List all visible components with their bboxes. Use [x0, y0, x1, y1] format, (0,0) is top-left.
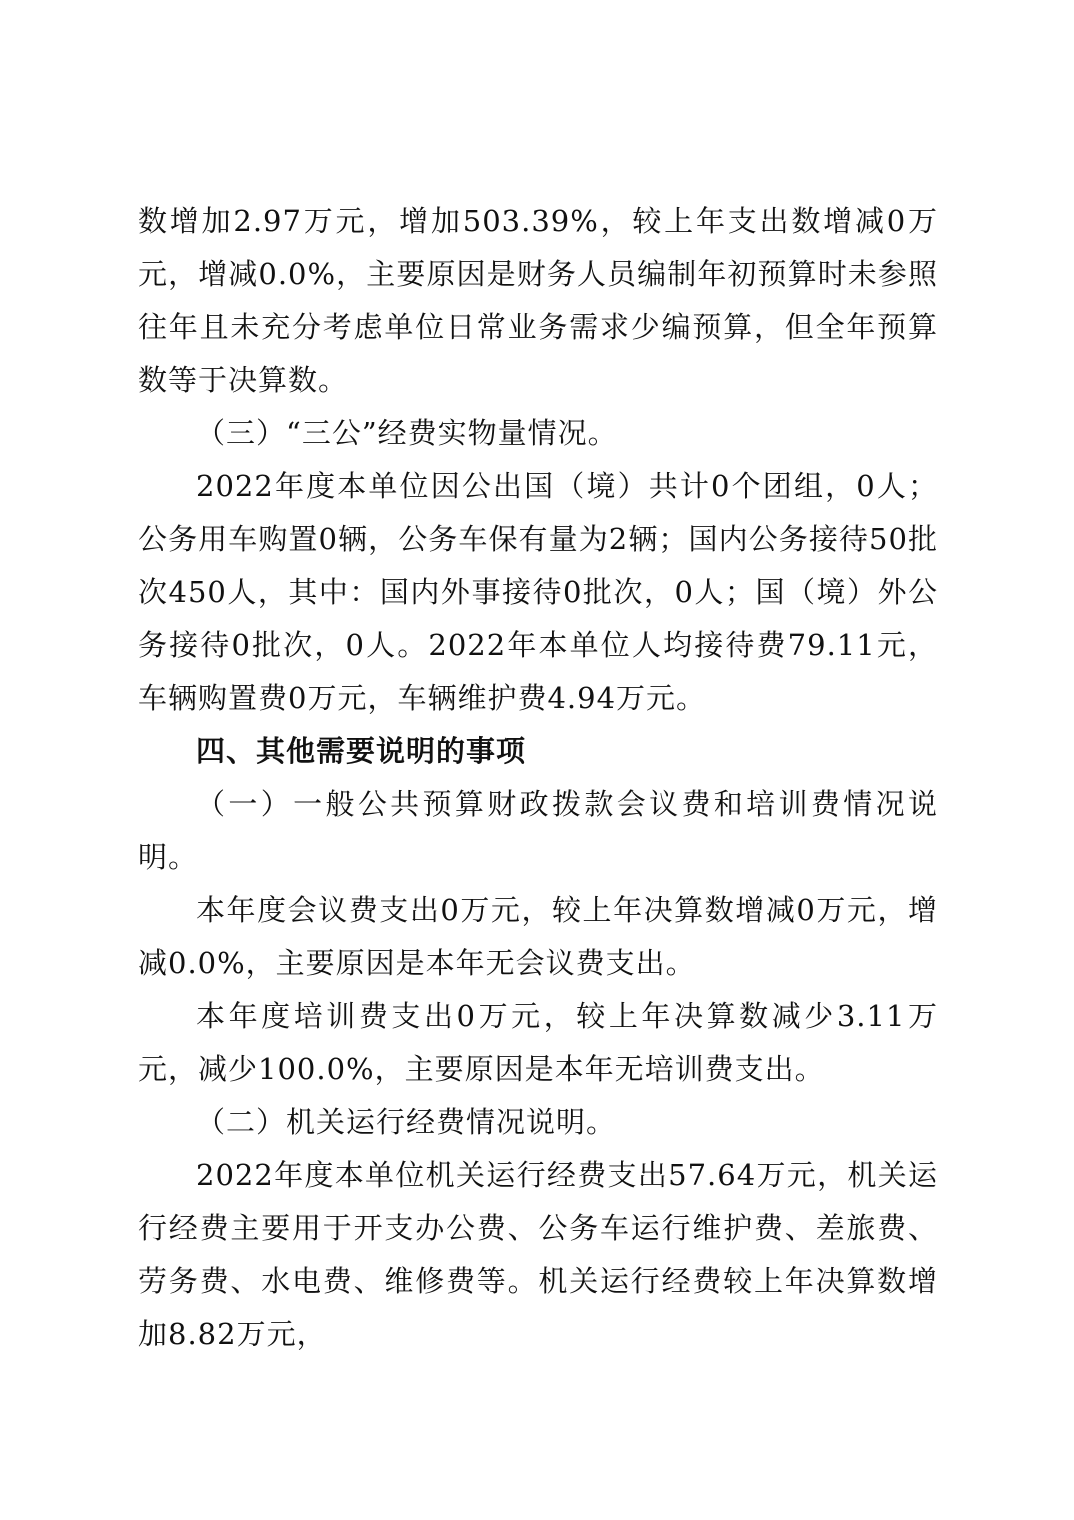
subheading-operating-expenses: （二）机关运行经费情况说明。 [196, 1105, 617, 1139]
document-page [138, 195, 938, 1361]
paragraph-quantity-details: 2022年度本单位因公出国（境）共计0个团组，0人；公务用车购置0辆，公务车保有量为2辆；国内公务接待50批次450人，其中：国内外事接待0批次，0人；国（境）外公务接待0批次，0人。2022年本单位人均接待费79.11元，车辆购置费0万元，车辆维护费4.94万元。 [138, 469, 938, 715]
subheading-meeting-training: （一）一般公共预算财政拨款会议费和培训费情况说明。 [138, 787, 938, 874]
subheading-three-public-quantity: （三）“三公”经费实物量情况。 [196, 416, 618, 450]
paragraph-continuation: 数增加2.97万元，增加503.39%，较上年支出数增减0万元，增减0.0%，主要原因是财务人员编制年初预算时未参照往年且未充分考虑单位日常业务需求少编预算，但全年预算数等于决算数。 [138, 204, 938, 397]
paragraph-meeting-fee: 本年度会议费支出0万元，较上年决算数增减0万元，增减0.0%，主要原因是本年无会议费支出。 [138, 893, 938, 980]
section-heading-other-matters: 四、其他需要说明的事项 [196, 734, 527, 768]
paragraph-training-fee: 本年度培训费支出0万元，较上年决算数减少3.11万元，减少100.0%，主要原因是本年无培训费支出。 [138, 999, 938, 1086]
paragraph-operating-expenses: 2022年度本单位机关运行经费支出57.64万元，机关运行经费主要用于开支办公费、公务车运行维护费、差旅费、劳务费、水电费、维修费等。机关运行经费较上年决算数增加8.82万元， [138, 1158, 938, 1351]
